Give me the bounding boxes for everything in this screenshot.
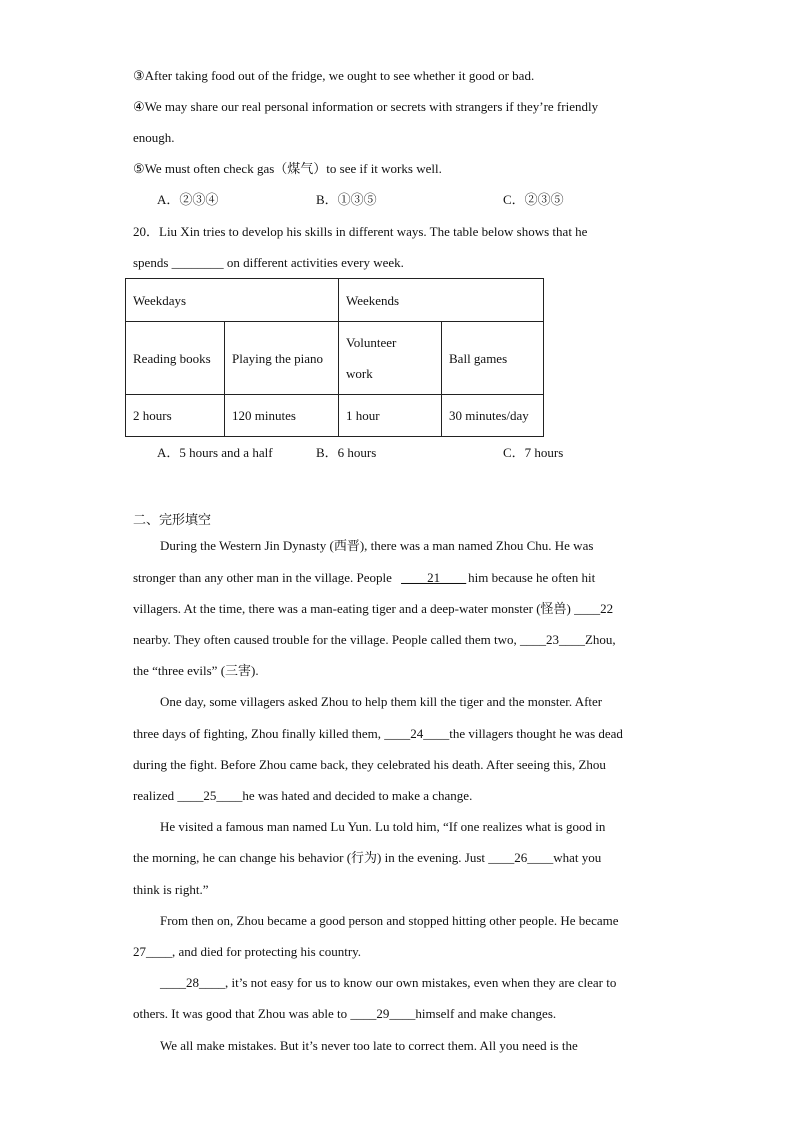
p2-line4 [133, 787, 472, 805]
text-run: three days of fighting, Zhou finally killed them, [133, 726, 385, 741]
cell-activity: Volunteer work [339, 322, 442, 395]
cell-activity: Ball games [442, 322, 544, 395]
text-run: Zhou, [584, 632, 616, 647]
text-run: him because he often hit [468, 570, 596, 585]
text-run: the villagers thought he was dead [449, 726, 623, 741]
q19-option-b: B．①③⑤ [316, 192, 377, 207]
q19-item-4-line1: ④We may share our real personal information or secrets with strangers if they’re friendly [133, 99, 599, 114]
q20-stem-post: on different activities every week. [223, 255, 404, 270]
blank-22: ____22 [574, 601, 614, 616]
text-run: himself and make changes. [415, 1006, 557, 1021]
text-run: villagers. At the time, there was a man-eating tiger and a deep-water monster (怪兽) [133, 601, 575, 616]
text-run: realized [133, 788, 178, 803]
q20-stem-line2 [133, 254, 404, 272]
p3-line2 [133, 849, 601, 867]
q19-option-a: A．②③④ [157, 192, 219, 207]
q20-option-b: B．6 hours [316, 445, 377, 460]
p5-line1 [160, 974, 616, 992]
p5-line2 [133, 1005, 556, 1023]
header-weekdays: Weekdays [126, 279, 339, 322]
q19-item-3: ③After taking food out of the fridge, we ought to see whether it good or bad. [133, 68, 535, 83]
table-row-activities [126, 322, 544, 395]
p2-line1: One day, some villagers asked Zhou to help them kill the tiger and the monster. After [160, 694, 603, 709]
q20-stem-line1: 20．Liu Xin tries to develop his skills in different ways. The table below shows that he [133, 224, 588, 239]
header-weekends: Weekends [339, 279, 544, 322]
blank-29: ____29____ [350, 1006, 416, 1021]
q20-stem-pre: spends [133, 255, 172, 270]
text-run: he was hated and decided to make a change. [242, 788, 473, 803]
cell-time: 120 minutes [225, 395, 339, 437]
cell-time: 2 hours [126, 395, 225, 437]
p2-line3: during the fight. Before Zhou came back, they celebrated his death. After seeing this, Zhou [133, 757, 606, 772]
text-run: the morning, he can change his behavior (行为) in the evening. Just [133, 850, 489, 865]
blank-27: 27____ [133, 944, 172, 959]
text-run: others. It was good that Zhou was able to [133, 1006, 351, 1021]
cell-activity: Reading books [126, 322, 225, 395]
p1-line3 [133, 600, 613, 618]
activities-table [125, 278, 544, 437]
text-run: what you [553, 850, 602, 865]
p2-line2 [133, 725, 623, 743]
q19-option-c: C．②③⑤ [503, 192, 564, 207]
p4-line2 [133, 943, 361, 961]
text-run: nearby. They often caused trouble for the village. People called them two, [133, 632, 520, 647]
text-run: , it’s not easy for us to know our own mistakes, even when they are clear to [225, 975, 617, 990]
blank-text: ____21____ [401, 570, 467, 585]
table-header-row [126, 279, 544, 322]
blank-26: ____26____ [488, 850, 554, 865]
text-run: , and died for protecting his country. [172, 944, 362, 959]
text-run: stronger than any other man in the village. People [133, 570, 396, 585]
blank-21 [401, 570, 466, 585]
p3-line3: think is right.” [133, 882, 209, 897]
p1-line1: During the Western Jin Dynasty (西晋), there was a man named Zhou Chu. He was [160, 538, 594, 553]
blank-25: ____25____ [177, 788, 243, 803]
p3-line1: He visited a famous man named Lu Yun. Lu told him, “If one realizes what is good in [160, 819, 606, 834]
blank-24: ____24____ [384, 726, 450, 741]
q20-option-a: A．5 hours and a half [157, 445, 273, 460]
q20-blank: ________ [171, 255, 224, 270]
q19-item-5: ⑤We must often check gas（煤气）to see if it works well. [133, 161, 442, 176]
p1-line5: the “three evils” (三害). [133, 663, 259, 678]
q20-option-c: C．7 hours [503, 445, 564, 460]
blank-23: ____23____ [519, 632, 585, 647]
table-row-times [126, 395, 544, 437]
p4-line1: From then on, Zhou became a good person and stopped hitting other people. He became [160, 913, 619, 928]
section-heading-cloze: 二、完形填空 [133, 513, 212, 528]
cell-time: 1 hour [339, 395, 442, 437]
cell-time: 30 minutes/day [442, 395, 544, 437]
p1-line2 [133, 569, 595, 587]
p6-line1: We all make mistakes. But it’s never too late to correct them. All you need is the [160, 1038, 578, 1053]
p1-line4 [133, 631, 616, 649]
q19-item-4-line2: enough. [133, 130, 175, 145]
cell-activity: Playing the piano [225, 322, 339, 395]
blank-28: ____28____ [160, 975, 225, 990]
